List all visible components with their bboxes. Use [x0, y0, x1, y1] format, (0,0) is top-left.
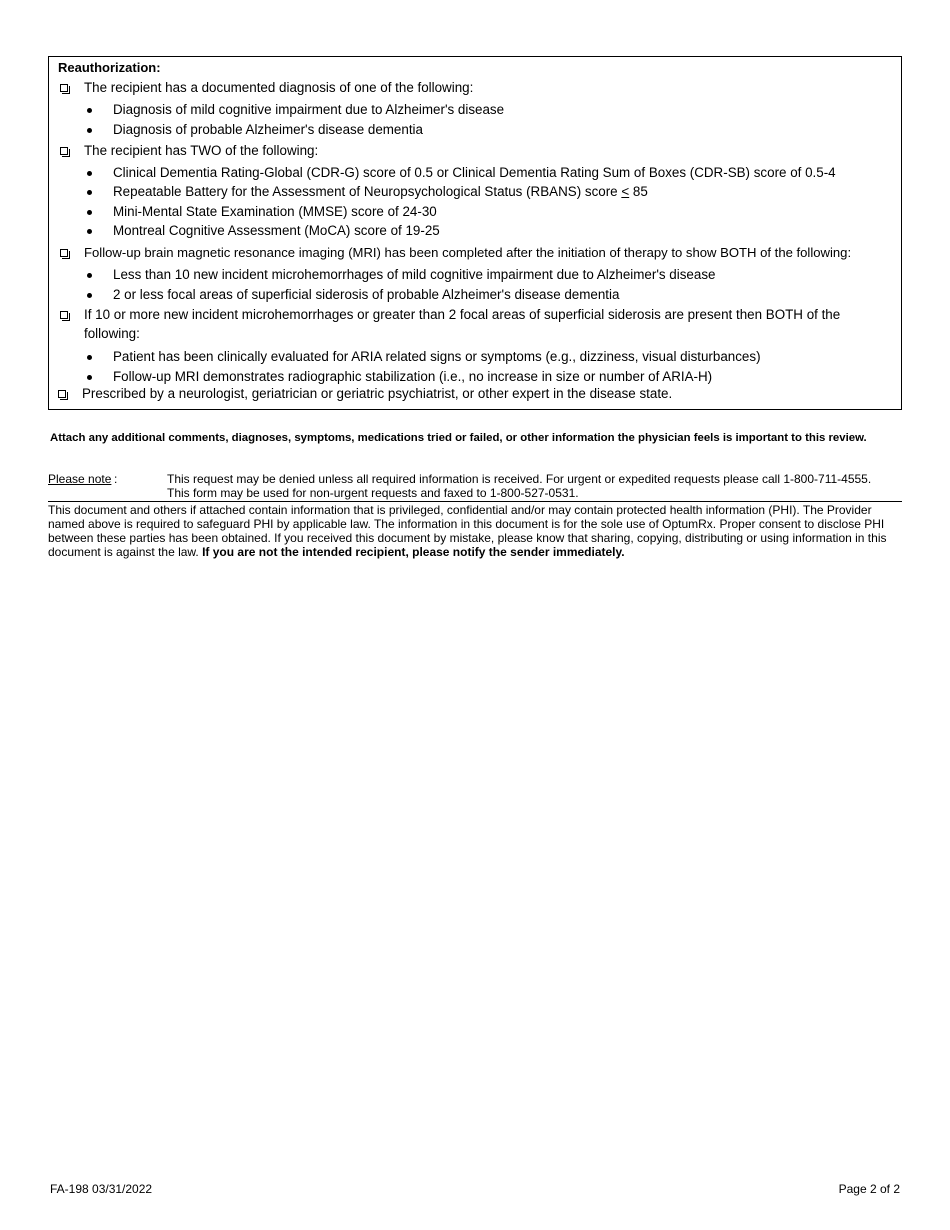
- sub-criterion-mmse: Mini-Mental State Examination (MMSE) score of 24-30: [113, 204, 437, 219]
- criterion-followup-mri: Follow-up brain magnetic resonance imaging (MRI) has been completed after the initiation of therapy to show BOTH of the following:: [84, 245, 852, 260]
- note-line-2: This form may be used for non-urgent requests and faxed to 1-800-527-0531.: [167, 486, 579, 500]
- bullet-icon: [87, 355, 92, 360]
- checkbox-aria[interactable]: [60, 311, 68, 319]
- bullet-icon: [87, 128, 92, 133]
- bullet-icon: [87, 273, 92, 278]
- rbans-score: 85: [629, 184, 648, 199]
- criterion-diagnosis: The recipient has a documented diagnosis of one of the following:: [84, 80, 474, 95]
- criterion-two-scores: The recipient has TWO of the following:: [84, 143, 319, 158]
- phi-disclaimer: [48, 503, 904, 559]
- disclaimer-bold-text: If you are not the intended recipient, please notify the sender immediately.: [202, 545, 625, 559]
- sub-criterion-rbans: [113, 183, 648, 201]
- note-line-1: This request may be denied unless all required information is received. For urgent or expedited requests please call 1-800-711-4555.: [167, 472, 872, 486]
- sub-criterion-moca: Montreal Cognitive Assessment (MoCA) score of 19-25: [113, 223, 440, 238]
- please-note-label: Please note: [48, 472, 112, 486]
- checkbox-diagnosis[interactable]: [60, 84, 68, 92]
- checkbox-two-scores[interactable]: [60, 147, 68, 155]
- sub-criterion-dementia: Diagnosis of probable Alzheimer's disease dementia: [113, 122, 423, 137]
- bullet-icon: [87, 375, 92, 380]
- criterion-prescriber: Prescribed by a neurologist, geriatrician or geriatric psychiatrist, or other expert in the disease state.: [82, 386, 673, 401]
- bullet-icon: [87, 171, 92, 176]
- sub-criterion-cdr: Clinical Dementia Rating-Global (CDR-G) score of 0.5 or Clinical Dementia Rating Sum of Boxes (CDR-SB) score of 0.5-4: [113, 165, 836, 180]
- sub-criterion-aria-stable: Follow-up MRI demonstrates radiographic stabilization (i.e., no increase in size or number of ARIA-H): [113, 369, 713, 384]
- sub-criterion-aria-evaluated: Patient has been clinically evaluated for ARIA related signs or symptoms (e.g., dizziness, visual disturbances): [113, 349, 761, 364]
- checkbox-followup-mri[interactable]: [60, 249, 68, 257]
- criterion-aria-line2: following:: [84, 326, 140, 341]
- bullet-icon: [87, 190, 92, 195]
- attach-instructions: Attach any additional comments, diagnoses, symptoms, medications tried or failed, or other information the physician feels is important to this review.: [50, 432, 867, 444]
- checkbox-prescriber[interactable]: [58, 390, 66, 398]
- sub-criterion-mci: Diagnosis of mild cognitive impairment due to Alzheimer's disease: [113, 102, 505, 117]
- sub-criterion-siderosis: 2 or less focal areas of superficial siderosis of probable Alzheimer's disease dementia: [113, 287, 620, 302]
- sub-criterion-microhemorrhages: Less than 10 new incident microhemorrhages of mild cognitive impairment due to Alzheimer's disease: [113, 267, 716, 282]
- section-heading: Reauthorization:: [58, 60, 161, 75]
- criterion-aria-line1: If 10 or more new incident microhemorrhages or greater than 2 focal areas of superficial siderosis are present then BOTH of the: [84, 307, 841, 322]
- form-id: FA-198 03/31/2022: [50, 1182, 153, 1196]
- bullet-icon: [87, 108, 92, 113]
- divider: [48, 501, 902, 502]
- page-number: Page 2 of 2: [838, 1182, 900, 1196]
- please-note-colon: :: [114, 472, 118, 486]
- disclaimer-text: This document and others if attached contain information that is privileged, confidential and/or may contain protected health information (PHI). The Provider named above is required to safeguard PHI by applicable law. The information in this document is for the sole use of OptumRx. Proper consent to disclose PHI between these parties has been obtained. If you received this document by mistake, please know that sharing, copying, distributing or using information in this document is against the law.: [48, 503, 887, 559]
- bullet-icon: [87, 210, 92, 215]
- bullet-icon: [87, 229, 92, 234]
- rbans-text: Repeatable Battery for the Assessment of Neuropsychological Status (RBANS) score: [113, 184, 622, 199]
- less-equal-symbol: <: [621, 184, 630, 199]
- bullet-icon: [87, 293, 92, 298]
- please-note-text: [167, 472, 902, 500]
